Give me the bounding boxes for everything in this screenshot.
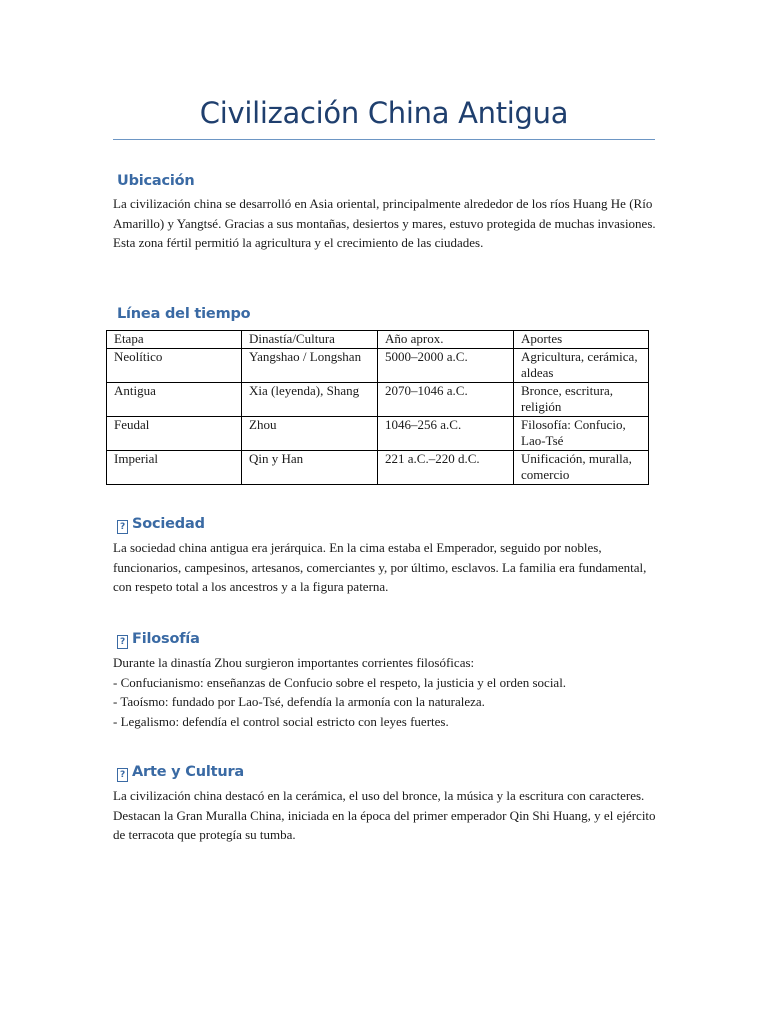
arte-heading bbox=[117, 764, 658, 782]
table-row bbox=[107, 382, 649, 416]
table-cell: Qin y Han bbox=[242, 450, 378, 484]
table-cell: 1046–256 a.C. bbox=[378, 416, 514, 450]
table-cell: Unificación, muralla, comercio bbox=[514, 450, 649, 484]
sociedad-paragraph: La sociedad china antigua era jerárquica. En la cima estaba el Emperador, seguido por nobles, funcionarios, campesinos, artesanos, comerciantes y, por último, esclavos. La familia era fundamental, con respeto total a los ancestros y a la figura paterna. bbox=[113, 540, 647, 594]
ubicacion-heading: Ubicación bbox=[117, 173, 195, 189]
arte-paragraph: La civilización china destacó en la cerámica, el uso del bronce, la música y la escritura con caracteres. Destacan la Gran Muralla China, iniciada en la época del primer emperador Qin Shi Huang, y el ejército de terracota que protegía su tumba. bbox=[113, 788, 656, 842]
table-cell: Filosofía: Confucio, Lao-Tsé bbox=[514, 416, 649, 450]
filosofia-heading bbox=[117, 631, 658, 649]
section-timeline bbox=[113, 306, 658, 322]
sociedad-heading bbox=[117, 516, 658, 534]
arte-heading-text: Arte y Cultura bbox=[132, 764, 245, 780]
column-header-ano: Año aprox. bbox=[378, 331, 514, 349]
list-item: - Confucianismo: enseñanzas de Confucio sobre el respeto, la justicia y el orden social. bbox=[113, 674, 567, 690]
column-header-etapa: Etapa bbox=[107, 331, 242, 349]
section-ubicacion bbox=[113, 173, 658, 253]
column-header-dinastia: Dinastía/Cultura bbox=[242, 331, 378, 349]
missing-glyph-icon: ? bbox=[117, 635, 128, 649]
sociedad-heading-text: Sociedad bbox=[132, 516, 205, 532]
table-cell: Neolítico bbox=[107, 348, 242, 382]
title-underline bbox=[113, 139, 655, 140]
ubicacion-paragraph: La civilización china se desarrolló en Asia oriental, principalmente alrededor de los ríos Huang He (Río Amarillo) y Yangtsé. Gracias a sus montañas, desiertos y mares, estuvo protegida de muchas invasiones. Esta zona fértil permitió la agricultura y el crecimiento de las ciudades. bbox=[113, 196, 656, 250]
filosofia-heading-text: Filosofía bbox=[132, 631, 200, 647]
section-sociedad bbox=[113, 516, 658, 597]
table-row bbox=[107, 348, 649, 382]
table-cell: 2070–1046 a.C. bbox=[378, 382, 514, 416]
list-item: - Taoísmo: fundado por Lao-Tsé, defendía la armonía con la naturaleza. bbox=[113, 694, 485, 709]
table-row bbox=[107, 416, 649, 450]
column-header-aportes: Aportes bbox=[514, 331, 649, 349]
list-item: - Legalismo: defendía el control social estricto con leyes fuertes. bbox=[113, 713, 449, 729]
table-cell: Zhou bbox=[242, 416, 378, 450]
table-cell: 5000–2000 a.C. bbox=[378, 348, 514, 382]
table-header-row bbox=[107, 331, 649, 349]
missing-glyph-icon: ? bbox=[117, 520, 128, 534]
section-arte bbox=[113, 764, 658, 845]
table-cell: Antigua bbox=[107, 382, 242, 416]
section-filosofia bbox=[113, 631, 658, 731]
table-cell: 221 a.C.–220 d.C. bbox=[378, 450, 514, 484]
table-row bbox=[107, 450, 649, 484]
timeline-table bbox=[106, 330, 649, 485]
table-cell: Xia (leyenda), Shang bbox=[242, 382, 378, 416]
missing-glyph-icon: ? bbox=[117, 768, 128, 782]
timeline-heading: Línea del tiempo bbox=[117, 306, 251, 322]
table-cell: Agricultura, cerámica, aldeas bbox=[514, 348, 649, 382]
filosofia-intro: Durante la dinastía Zhou surgieron importantes corrientes filosóficas: bbox=[113, 655, 475, 670]
document-title: Civilización China Antigua bbox=[199, 96, 569, 130]
table-cell: Yangshao / Longshan bbox=[242, 348, 378, 382]
table-cell: Feudal bbox=[107, 416, 242, 450]
table-cell: Bronce, escritura, religión bbox=[514, 382, 649, 416]
table-cell: Imperial bbox=[107, 450, 242, 484]
